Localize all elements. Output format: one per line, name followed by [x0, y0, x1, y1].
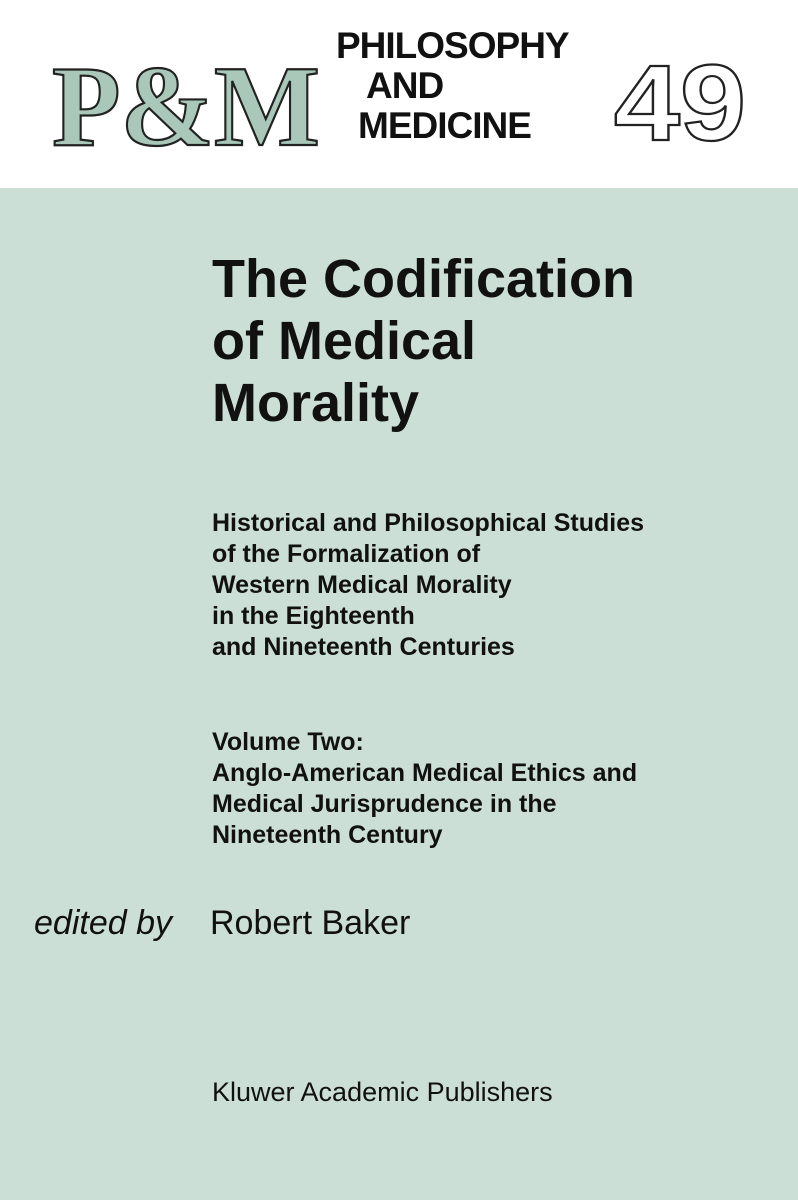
volume-description — [212, 727, 782, 851]
subtitle-line: and Nineteenth Centuries — [212, 633, 515, 661]
subtitle-line: Western Medical Morality — [212, 571, 512, 599]
series-line-2: AND — [366, 65, 444, 106]
volume-number: 49 — [614, 42, 746, 163]
series-header — [0, 0, 798, 188]
title-line: The Codification — [212, 249, 635, 309]
volume-line: Nineteenth Century — [212, 821, 443, 849]
editor-credit — [34, 901, 754, 945]
title-line: of Medical — [212, 311, 477, 371]
volume-line: Volume Two: — [212, 728, 364, 756]
publisher-name: Kluwer Academic Publishers — [212, 1077, 553, 1107]
editor-name: Robert Baker — [210, 904, 411, 942]
volume-line: Medical Jurisprudence in the — [212, 790, 557, 818]
book-title — [212, 248, 772, 434]
subtitle-line: Historical and Philosophical Studies — [212, 509, 645, 537]
book-subtitle — [212, 508, 782, 663]
title-line: Morality — [212, 373, 420, 433]
subtitle-line: of the Formalization of — [212, 540, 481, 568]
series-line-1: PHILOSOPHY — [336, 25, 569, 66]
volume-line: Anglo-American Medical Ethics and — [212, 759, 638, 787]
pm-logo-text: P&M — [52, 43, 320, 171]
series-name — [336, 26, 636, 146]
series-line-3: MEDICINE — [358, 105, 531, 146]
editor-label: edited by — [34, 904, 172, 942]
subtitle-line: in the Eighteenth — [212, 602, 415, 630]
